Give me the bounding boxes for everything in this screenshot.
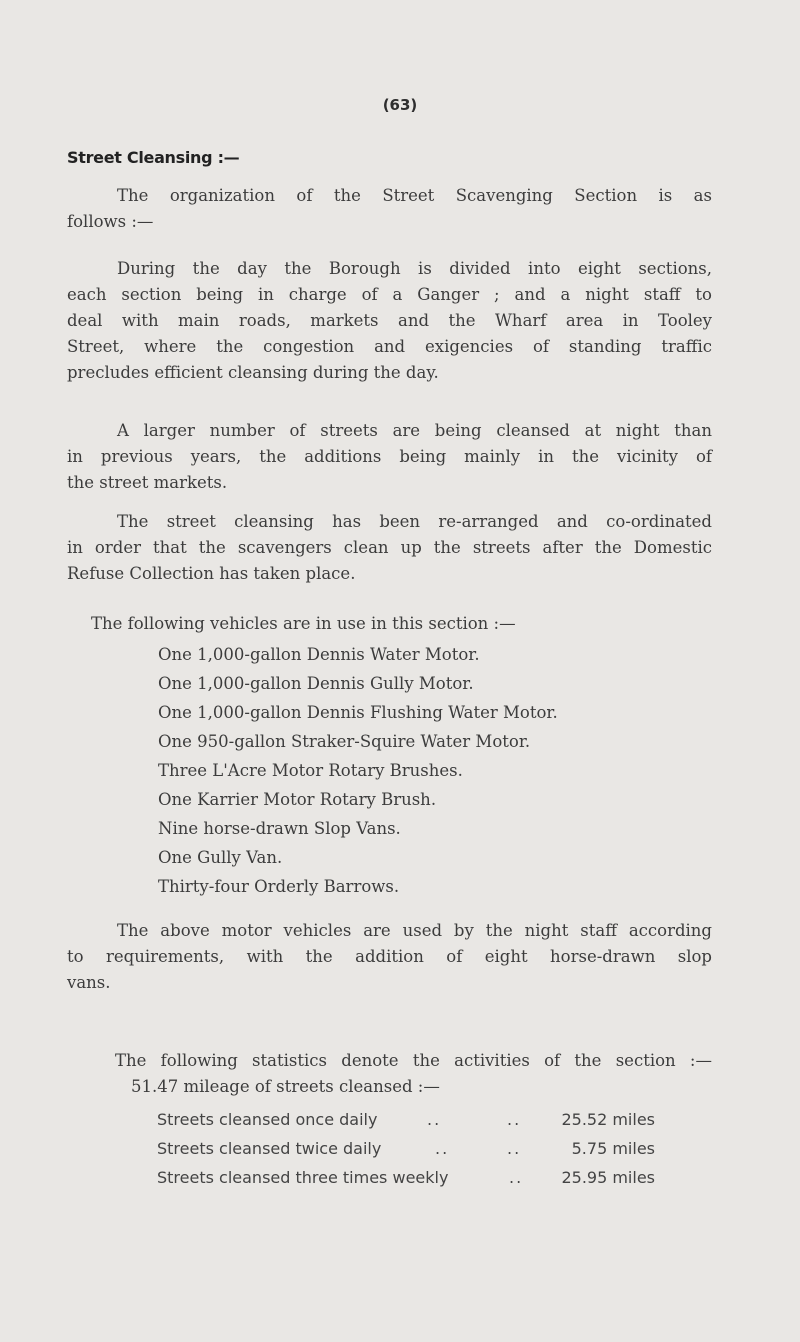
text-line: precludes efficient cleansing during the day. <box>67 363 439 382</box>
paragraph-organization <box>67 183 712 235</box>
text-line: The above motor vehicles are used by the night staff according <box>117 921 712 940</box>
text-line: vans. <box>67 973 111 992</box>
text-line: in previous years, the additions being mainly in the vicinity of <box>67 447 712 466</box>
stats-label: Streets cleansed three times weekly <box>157 1168 449 1187</box>
stats-row <box>157 1134 677 1163</box>
paragraph-day-sections <box>67 256 712 386</box>
text-line: During the day the Borough is divided into eight sections, <box>117 259 712 278</box>
stats-row <box>157 1163 677 1192</box>
text-line: Street, where the congestion and exigencies of standing traffic <box>67 337 712 356</box>
list-item: One 950-gallon Straker-Squire Water Motor. <box>158 732 531 751</box>
vehicle-list <box>158 640 558 901</box>
text-line: Refuse Collection has taken place. <box>67 564 356 583</box>
text-line: 51.47 mileage of streets cleansed :— <box>131 1077 440 1096</box>
statistics-list <box>157 1105 677 1192</box>
stats-label: Streets cleansed once daily <box>157 1110 378 1129</box>
text-line: in order that the scavengers clean up the streets after the Domestic <box>67 538 712 557</box>
text-line: The following statistics denote the activities of the section :— <box>115 1051 712 1070</box>
text-line: each section being in charge of a Ganger ; and a night staff to <box>67 285 712 304</box>
section-heading: Street Cleansing :— <box>67 148 240 167</box>
list-item: Thirty-four Orderly Barrows. <box>158 877 400 896</box>
text-line: follows :— <box>67 212 154 231</box>
list-item: One 1,000-gallon Dennis Water Motor. <box>158 645 480 664</box>
paragraph-statistics <box>67 1048 712 1100</box>
stats-value: 5.75 miles <box>571 1139 655 1158</box>
paragraph-night-cleansing <box>67 418 712 496</box>
list-item: One 1,000-gallon Dennis Flushing Water Motor. <box>158 703 558 722</box>
leader-dots: .. <box>435 1139 450 1158</box>
paragraph-vehicles-intro <box>67 611 712 637</box>
stats-row <box>157 1105 677 1134</box>
list-item: One 1,000-gallon Dennis Gully Motor. <box>158 674 474 693</box>
text-line: to requirements, with the addition of eight horse-drawn slop <box>67 947 712 966</box>
page-number: (63) <box>382 96 418 114</box>
leader-dots: .. <box>507 1110 522 1129</box>
stats-label: Streets cleansed twice daily <box>157 1139 382 1158</box>
text-line: The following vehicles are in use in this section :— <box>91 614 516 633</box>
list-item: Three L'Acre Motor Rotary Brushes. <box>158 761 463 780</box>
text-line: deal with main roads, markets and the Wharf area in Tooley <box>67 311 712 330</box>
text-line: the street markets. <box>67 473 228 492</box>
paragraph-rearranged <box>67 509 712 587</box>
leader-dots: .. <box>427 1110 442 1129</box>
stats-value: 25.95 miles <box>561 1168 655 1187</box>
leader-dots: .. <box>507 1139 522 1158</box>
leader-dots: .. <box>509 1168 524 1187</box>
list-item: One Karrier Motor Rotary Brush. <box>158 790 437 809</box>
list-item: Nine horse-drawn Slop Vans. <box>158 819 401 838</box>
stats-value: 25.52 miles <box>561 1110 655 1129</box>
text-line: The street cleansing has been re-arranged and co-ordinated <box>117 512 712 531</box>
paragraph-above-vehicles <box>67 918 712 996</box>
text-line: The organization of the Street Scavenging Section is as <box>117 186 712 205</box>
text-line: A larger number of streets are being cleansed at night than <box>117 421 712 440</box>
list-item: One Gully Van. <box>158 848 283 867</box>
